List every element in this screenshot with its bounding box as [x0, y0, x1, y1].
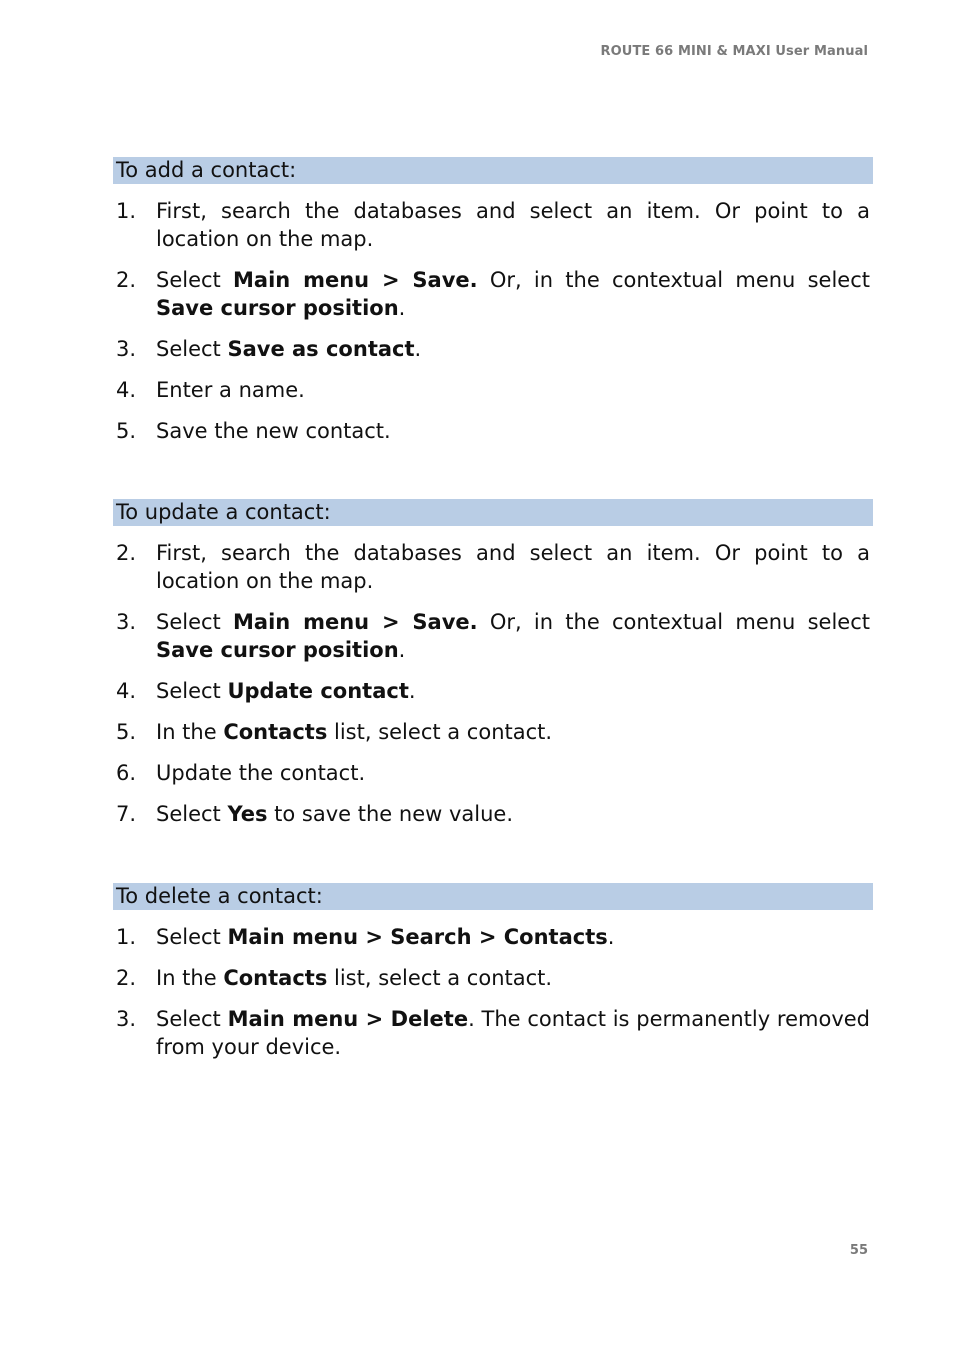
step-item [113, 197, 873, 253]
section-add-contact [113, 157, 873, 445]
step-item [113, 759, 873, 787]
step-text-bold: Main menu > Save. [233, 610, 478, 634]
step-text-bold: Main menu > Save. [233, 268, 478, 292]
steps-list [113, 539, 873, 828]
step-text: Select [156, 1007, 228, 1031]
step-number: 3. [116, 337, 137, 361]
step-item [113, 677, 873, 705]
step-number: 7. [116, 802, 137, 826]
page-number: 55 [849, 1243, 868, 1258]
step-item [113, 718, 873, 746]
step-text-bold: Contacts [223, 720, 328, 744]
step-text: Select [156, 925, 228, 949]
step-text: First, search the databases and select an item. Or point to a location on the map. [156, 541, 870, 593]
step-text: Select [156, 268, 234, 292]
step-text: Select [156, 679, 228, 703]
steps-list [113, 923, 873, 1061]
step-text: . [398, 296, 406, 320]
step-item [113, 1005, 873, 1061]
step-item [113, 923, 873, 951]
step-number: 1. [116, 925, 137, 949]
step-text: to save the new value. [267, 802, 514, 826]
step-number: 1. [116, 199, 137, 223]
step-item [113, 266, 873, 322]
step-text: . [414, 337, 422, 361]
step-text: Enter a name. [156, 378, 305, 402]
step-number: 3. [116, 1007, 137, 1031]
step-text: First, search the databases and select an item. Or point to a location on the map. [156, 199, 870, 251]
step-text: . [398, 638, 406, 662]
step-item [113, 417, 873, 445]
step-text-bold: Save cursor position [156, 638, 399, 662]
step-number: 3. [116, 610, 137, 634]
step-text-bold: Update contact [227, 679, 409, 703]
step-text-bold: Main menu > Delete [227, 1007, 469, 1031]
step-item [113, 800, 873, 828]
step-number: 4. [116, 679, 137, 703]
step-number: 2. [116, 268, 137, 292]
section-heading: To delete a contact: [113, 883, 873, 910]
step-text: Select [156, 337, 228, 361]
step-text: . [408, 679, 416, 703]
step-text: In the [156, 720, 224, 744]
step-item [113, 539, 873, 595]
step-text-bold: Yes [227, 802, 268, 826]
steps-list [113, 197, 873, 445]
step-text-bold: Main menu > Search > Contacts [227, 925, 608, 949]
step-text: list, select a contact. [327, 966, 553, 990]
step-text: Or, in the contextual menu select [477, 610, 870, 634]
step-item [113, 335, 873, 363]
step-text-bold: Save cursor position [156, 296, 399, 320]
step-text: Select [156, 802, 228, 826]
step-text: Update the contact. [156, 761, 366, 785]
step-text-bold: Save as contact [227, 337, 415, 361]
step-text: . The contact is permanently removed from your device. [156, 1007, 871, 1059]
step-item [113, 376, 873, 404]
step-item [113, 964, 873, 992]
step-text: Select [156, 610, 234, 634]
step-item [113, 608, 873, 664]
running-header: ROUTE 66 MINI & MAXI User Manual [600, 44, 868, 59]
step-text: Or, in the contextual menu select [477, 268, 870, 292]
step-number: 5. [116, 419, 137, 443]
step-text: list, select a contact. [327, 720, 553, 744]
step-number: 2. [116, 541, 137, 565]
step-number: 6. [116, 761, 137, 785]
step-number: 4. [116, 378, 137, 402]
step-text-bold: Contacts [223, 966, 328, 990]
step-text: Save the new contact. [156, 419, 391, 443]
section-heading: To update a contact: [113, 499, 873, 526]
section-heading: To add a contact: [113, 157, 873, 184]
section-update-contact [113, 499, 873, 828]
step-number: 2. [116, 966, 137, 990]
step-text: In the [156, 966, 224, 990]
step-text: . [607, 925, 615, 949]
section-delete-contact [113, 883, 873, 1061]
step-number: 5. [116, 720, 137, 744]
